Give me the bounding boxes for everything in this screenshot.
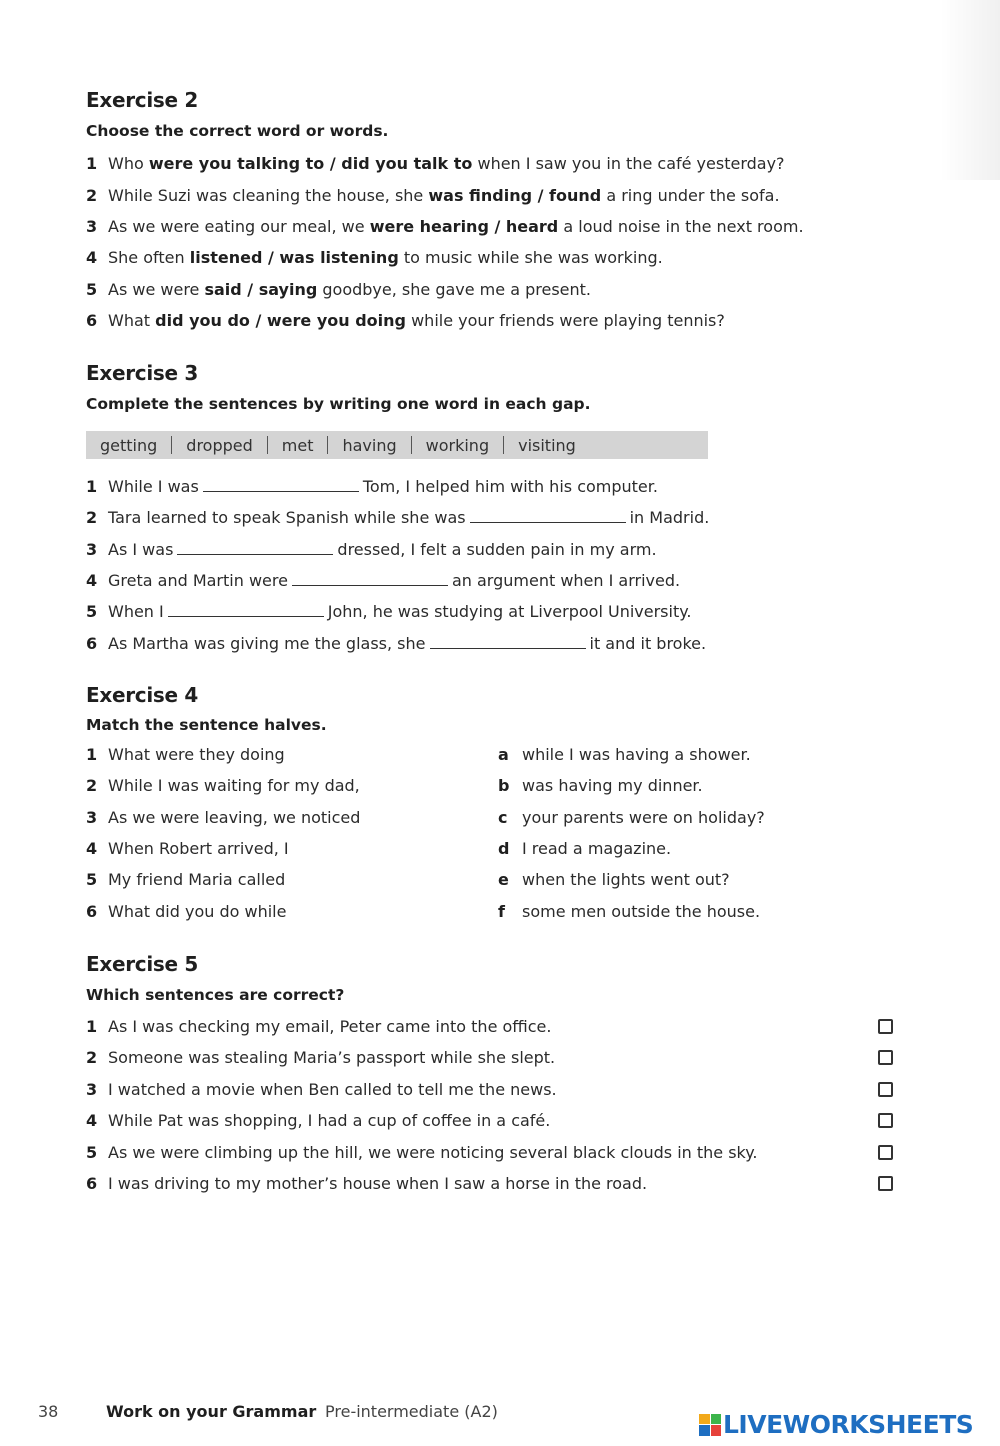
match-left-text: As we were leaving, we noticed bbox=[108, 808, 361, 827]
item-number: 6 bbox=[86, 902, 98, 921]
exercise-5-item bbox=[86, 1109, 550, 1133]
sentence-end: to music while she was working. bbox=[398, 248, 663, 267]
sentence-start: As Martha was giving me the glass, she bbox=[108, 634, 426, 653]
liveworksheets-logo-icon bbox=[699, 1414, 721, 1436]
match-right-item bbox=[498, 743, 751, 767]
sentence-start: As we were eating our meal, we bbox=[108, 217, 370, 236]
match-left-item bbox=[86, 868, 285, 892]
match-left-item bbox=[86, 806, 360, 830]
item-number: 4 bbox=[86, 571, 98, 590]
answer-checkbox[interactable] bbox=[878, 1082, 893, 1097]
item-number: 5 bbox=[86, 870, 98, 889]
sentence-text: I was driving to my mother’s house when I saw a horse in the road. bbox=[108, 1174, 648, 1193]
page-number: 38 bbox=[38, 1402, 59, 1421]
match-right-item bbox=[498, 806, 765, 830]
sentence-text: I watched a movie when Ben called to tell me the news. bbox=[108, 1080, 557, 1099]
match-right-item bbox=[498, 837, 671, 861]
item-number: 1 bbox=[86, 154, 98, 173]
sentence-start: While I was bbox=[108, 477, 199, 496]
exercise-5-title: Exercise 5 bbox=[86, 952, 199, 976]
sentence-end: it and it broke. bbox=[589, 634, 707, 653]
match-right-text: your parents were on holiday? bbox=[522, 808, 765, 827]
match-left-item bbox=[86, 837, 289, 861]
answer-gap[interactable] bbox=[470, 521, 626, 523]
item-letter: b bbox=[498, 776, 510, 795]
item-number: 1 bbox=[86, 1017, 98, 1036]
sentence-start: Greta and Martin were bbox=[108, 571, 288, 590]
match-right-text: when the lights went out? bbox=[522, 870, 730, 889]
sentence-end: a loud noise in the next room. bbox=[558, 217, 804, 236]
item-letter: d bbox=[498, 839, 510, 858]
sentence-end: an argument when I arrived. bbox=[451, 571, 681, 590]
item-number: 5 bbox=[86, 280, 98, 299]
match-right-item bbox=[498, 868, 730, 892]
item-number: 2 bbox=[86, 186, 98, 205]
exercise-3-item bbox=[86, 569, 680, 593]
word-bank-word: working bbox=[425, 435, 490, 455]
exercise-5-item bbox=[86, 1141, 758, 1165]
item-letter: a bbox=[498, 745, 509, 764]
answer-options: was finding / found bbox=[428, 186, 602, 205]
answer-options: did you do / were you doing bbox=[155, 311, 406, 330]
sentence-text: While Pat was shopping, I had a cup of coffee in a café. bbox=[108, 1111, 551, 1130]
exercise-2-item bbox=[86, 152, 785, 176]
item-letter: f bbox=[498, 902, 505, 921]
sentence-end: goodbye, she gave me a present. bbox=[317, 280, 591, 299]
item-number: 4 bbox=[86, 1111, 98, 1130]
sentence-end: dressed, I felt a sudden pain in my arm. bbox=[337, 540, 657, 559]
answer-checkbox[interactable] bbox=[878, 1050, 893, 1065]
answer-checkbox[interactable] bbox=[878, 1145, 893, 1160]
exercise-3-instruction: Complete the sentences by writing one word in each gap. bbox=[86, 395, 591, 413]
match-left-text: While I was waiting for my dad, bbox=[108, 776, 360, 795]
match-right-item bbox=[498, 774, 703, 798]
item-letter: c bbox=[498, 808, 508, 827]
match-left-item bbox=[86, 743, 285, 767]
answer-gap[interactable] bbox=[168, 615, 324, 617]
answer-options: listened / was listening bbox=[189, 248, 399, 267]
sentence-start: While Suzi was cleaning the house, she bbox=[108, 186, 429, 205]
item-number: 5 bbox=[86, 602, 98, 621]
item-letter: e bbox=[498, 870, 509, 889]
match-left-text: What were they doing bbox=[108, 745, 285, 764]
answer-options: were you talking to / did you talk to bbox=[148, 154, 473, 173]
sentence-start: Who bbox=[108, 154, 149, 173]
sentence-start: What bbox=[108, 311, 156, 330]
word-bank-word: having bbox=[342, 435, 397, 455]
book-level: Pre-intermediate (A2) bbox=[325, 1402, 498, 1421]
book-title: Work on your Grammar bbox=[106, 1402, 317, 1421]
word-bank-word: dropped bbox=[186, 435, 253, 455]
answer-gap[interactable] bbox=[292, 584, 448, 586]
exercise-2-item bbox=[86, 246, 663, 270]
exercise-2-item bbox=[86, 278, 591, 302]
word-bank-word: met bbox=[281, 435, 314, 455]
item-number: 3 bbox=[86, 540, 98, 559]
exercise-5-item bbox=[86, 1172, 647, 1196]
exercise-3-item bbox=[86, 475, 658, 499]
item-number: 5 bbox=[86, 1143, 98, 1162]
item-number: 4 bbox=[86, 839, 98, 858]
item-number: 1 bbox=[86, 745, 98, 764]
sentence-text: As we were climbing up the hill, we were noticing several black clouds in the sky. bbox=[108, 1143, 758, 1162]
sentence-end: Tom, I helped him with his computer. bbox=[362, 477, 658, 496]
sentence-start: As I was bbox=[108, 540, 174, 559]
exercise-2-title: Exercise 2 bbox=[86, 88, 199, 112]
answer-options: were hearing / heard bbox=[369, 217, 559, 236]
logo-square bbox=[699, 1425, 710, 1436]
exercise-2-item bbox=[86, 215, 804, 239]
exercise-3-title: Exercise 3 bbox=[86, 361, 199, 385]
sentence-start: As we were bbox=[108, 280, 205, 299]
word-bank bbox=[86, 431, 708, 459]
sentence-start: When I bbox=[108, 602, 164, 621]
match-right-text: was having my dinner. bbox=[522, 776, 703, 795]
match-right-text: some men outside the house. bbox=[522, 902, 761, 921]
answer-gap[interactable] bbox=[430, 647, 586, 649]
exercise-4-instruction: Match the sentence halves. bbox=[86, 716, 327, 734]
exercise-3-item bbox=[86, 632, 706, 656]
sentence-text: Someone was stealing Maria’s passport while she slept. bbox=[108, 1048, 556, 1067]
match-left-text: When Robert arrived, I bbox=[108, 839, 289, 858]
exercise-5-item bbox=[86, 1078, 557, 1102]
exercise-2-instruction: Choose the correct word or words. bbox=[86, 122, 389, 140]
answer-checkbox[interactable] bbox=[878, 1176, 893, 1191]
exercise-3-item bbox=[86, 506, 709, 530]
exercise-3-item bbox=[86, 538, 657, 562]
item-number: 6 bbox=[86, 634, 98, 653]
answer-checkbox[interactable] bbox=[878, 1019, 893, 1034]
logo-square bbox=[711, 1414, 722, 1425]
exercise-5-item bbox=[86, 1046, 555, 1070]
match-left-item bbox=[86, 774, 360, 798]
match-left-item bbox=[86, 900, 286, 924]
exercise-5-instruction: Which sentences are correct? bbox=[86, 986, 345, 1004]
logo-square bbox=[711, 1425, 722, 1436]
match-right-text: while I was having a shower. bbox=[522, 745, 751, 764]
sentence-end: in Madrid. bbox=[629, 508, 710, 527]
item-number: 6 bbox=[86, 1174, 98, 1193]
match-left-text: What did you do while bbox=[108, 902, 287, 921]
sentence-end: John, he was studying at Liverpool University. bbox=[327, 602, 692, 621]
item-number: 2 bbox=[86, 776, 98, 795]
item-number: 1 bbox=[86, 477, 98, 496]
exercise-3-item bbox=[86, 600, 692, 624]
answer-checkbox[interactable] bbox=[878, 1113, 893, 1128]
item-number: 2 bbox=[86, 1048, 98, 1067]
item-number: 3 bbox=[86, 808, 98, 827]
sentence-end: when I saw you in the café yesterday? bbox=[472, 154, 785, 173]
word-bank-word: getting bbox=[100, 435, 158, 455]
logo-square bbox=[699, 1414, 710, 1425]
match-right-text: I read a magazine. bbox=[522, 839, 672, 858]
item-number: 3 bbox=[86, 217, 98, 236]
answer-gap[interactable] bbox=[203, 490, 359, 492]
sentence-text: As I was checking my email, Peter came into the office. bbox=[108, 1017, 552, 1036]
item-number: 6 bbox=[86, 311, 98, 330]
match-left-text: My friend Maria called bbox=[108, 870, 286, 889]
match-right-item bbox=[498, 900, 760, 924]
liveworksheets-logo[interactable] bbox=[699, 1410, 973, 1439]
exercise-2-item bbox=[86, 309, 725, 333]
exercise-4-title: Exercise 4 bbox=[86, 683, 199, 707]
answer-options: said / saying bbox=[204, 280, 318, 299]
exercise-2-item bbox=[86, 184, 780, 208]
sentence-start: She often bbox=[108, 248, 190, 267]
sentence-end: a ring under the sofa. bbox=[601, 186, 780, 205]
item-number: 4 bbox=[86, 248, 98, 267]
sentence-end: while your friends were playing tennis? bbox=[406, 311, 725, 330]
exercise-5-item bbox=[86, 1015, 551, 1039]
page-edge-shadow bbox=[940, 0, 1000, 180]
sentence-start: Tara learned to speak Spanish while she was bbox=[108, 508, 466, 527]
item-number: 2 bbox=[86, 508, 98, 527]
item-number: 3 bbox=[86, 1080, 98, 1099]
word-bank-word: visiting bbox=[518, 435, 576, 455]
answer-gap[interactable] bbox=[177, 553, 333, 555]
liveworksheets-brand: LIVEWORKSHEETS bbox=[723, 1410, 974, 1439]
